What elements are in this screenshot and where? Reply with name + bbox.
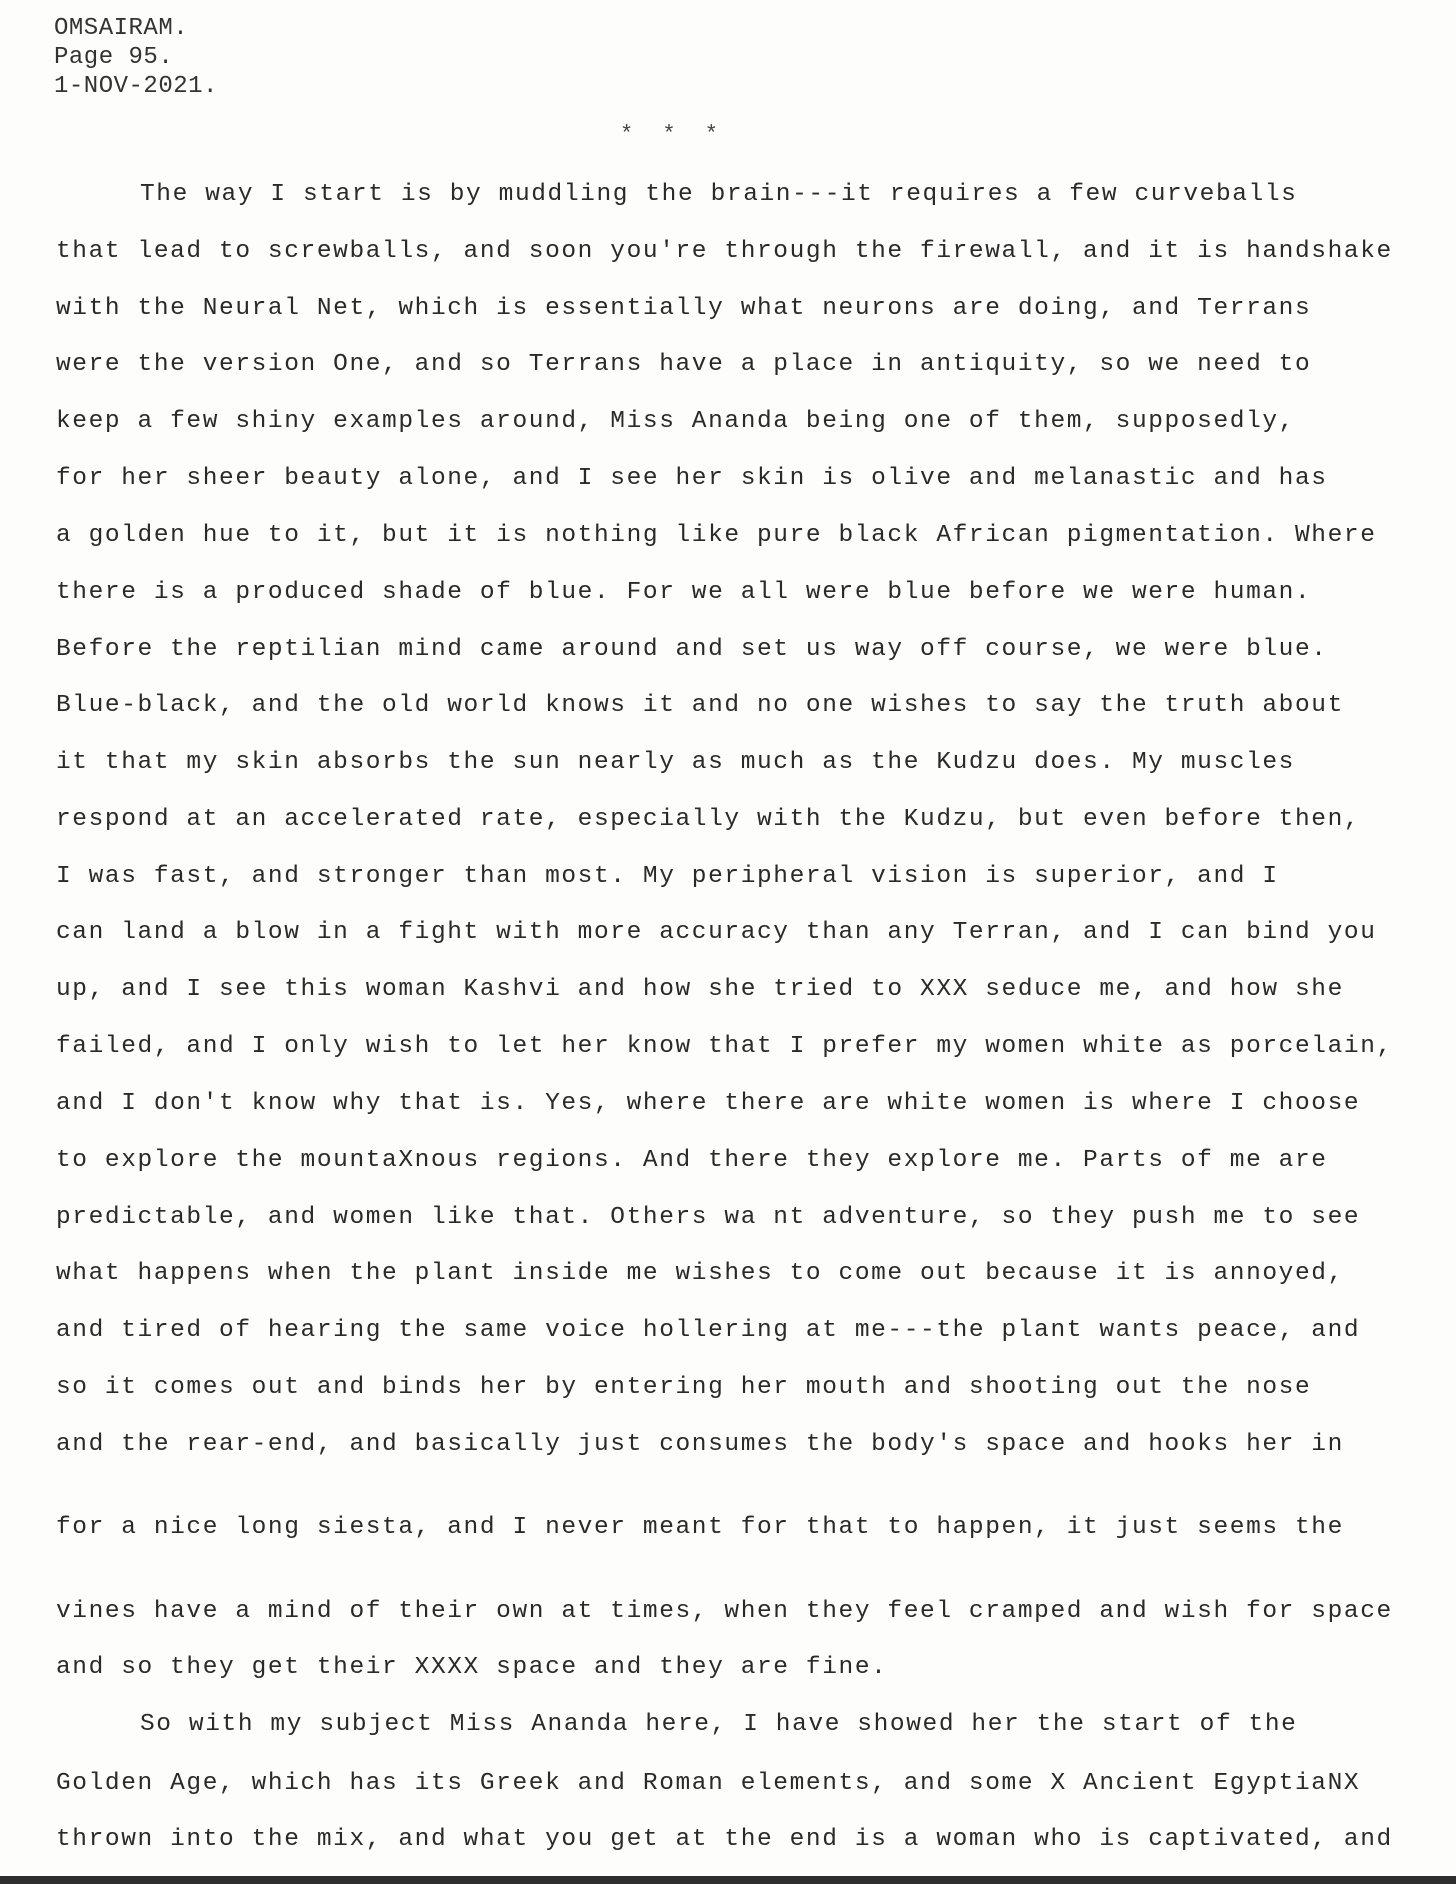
text-line: that lead to screwballs, and soon you're through the firewall, and it is handshake (56, 238, 1393, 265)
text-line: for a nice long siesta, and I never meant for that to happen, it just seems the (56, 1514, 1344, 1541)
text-line: keep a few shiny examples around, Miss Ananda being one of them, supposedly, (56, 408, 1295, 435)
header-date: 1-NOV-2021. (54, 73, 218, 100)
text-line: Golden Age, which has its Greek and Roman elements, and some X Ancient EgyptiaNX (56, 1770, 1361, 1797)
text-line: there is a produced shade of blue. For we all were blue before we were human. (56, 579, 1312, 606)
text-line: vines have a mind of their own at times, when they feel cramped and wish for space (56, 1598, 1393, 1625)
text-line: what happens when the plant inside me wishes to come out because it is annoyed, (56, 1260, 1344, 1287)
text-line: So with my subject Miss Ananda here, I have showed her the start of the (140, 1711, 1298, 1738)
text-line: so it comes out and binds her by entering her mouth and shooting out the nose (56, 1374, 1312, 1401)
text-line: to explore the mountaXnous regions. And there they explore me. Parts of me are (56, 1147, 1328, 1174)
text-line: and tired of hearing the same voice hollering at me---the plant wants peace, and (56, 1317, 1361, 1344)
text-line: thrown into the mix, and what you get at the end is a woman who is captivated, and (56, 1826, 1393, 1853)
text-line: a golden hue to it, but it is nothing like pure black African pigmentation. Where (56, 522, 1377, 549)
text-line: Blue-black, and the old world knows it and no one wishes to say the truth about (56, 692, 1344, 719)
text-line: it that my skin absorbs the sun nearly as much as the Kudzu does. My muscles (56, 749, 1295, 776)
text-line: Before the reptilian mind came around and set us way off course, we were blue. (56, 636, 1328, 663)
text-line: up, and I see this woman Kashvi and how she tried to XXX seduce me, and how she (56, 976, 1344, 1003)
text-line: respond at an accelerated rate, especially with the Kudzu, but even before then, (56, 806, 1361, 833)
text-line: for her sheer beauty alone, and I see her skin is olive and melanastic and has (56, 465, 1328, 492)
header-title: OMSAIRAM. (54, 15, 189, 42)
text-line: with the Neural Net, which is essentially what neurons are doing, and Terrans (56, 295, 1312, 322)
text-line: and I don't know why that is. Yes, where there are white women is where I choose (56, 1090, 1361, 1117)
page-bottom-edge (0, 1876, 1456, 1884)
text-line: The way I start is by muddling the brain---it requires a few curveballs (140, 181, 1298, 208)
text-line: can land a blow in a fight with more accuracy than any Terran, and I can bind you (56, 919, 1377, 946)
text-line: failed, and I only wish to let her know that I prefer my women white as porcelain, (56, 1033, 1393, 1060)
header-page-number: Page 95. (54, 44, 174, 71)
text-line: I was fast, and stronger than most. My peripheral vision is superior, and I (56, 863, 1279, 890)
page-header (54, 14, 218, 101)
section-separator: * * * (620, 122, 727, 147)
text-line: predictable, and women like that. Others wa nt adventure, so they push me to see (56, 1204, 1361, 1231)
text-line: were the version One, and so Terrans have a place in antiquity, so we need to (56, 351, 1312, 378)
text-line: and the rear-end, and basically just consumes the body's space and hooks her in (56, 1431, 1344, 1458)
text-line: and so they get their XXXX space and they are fine. (56, 1654, 888, 1681)
